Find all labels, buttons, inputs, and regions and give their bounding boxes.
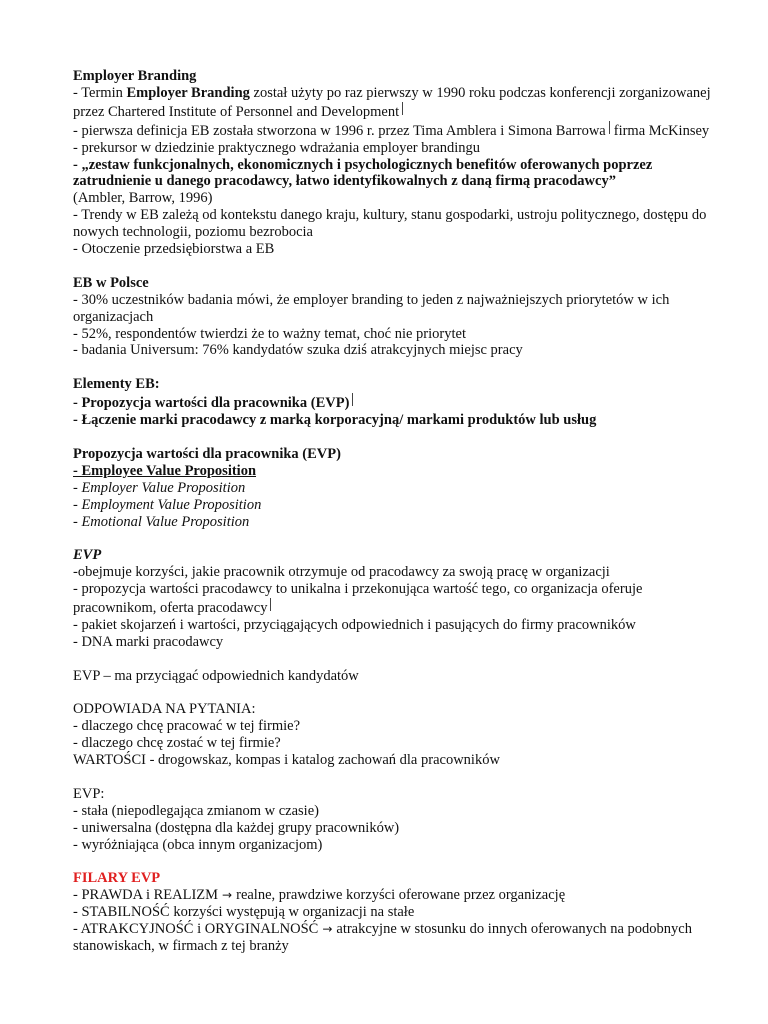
list-item: - 52%, respondentów twierdzi że to ważny temat, choć nie priorytet [73,325,466,342]
paragraph-evp-przyciaga: EVP – ma przyciągać odpowiednich kandydatów [73,667,359,684]
list-item: - wyróżniająca (obca innym organizacjom) [73,836,323,853]
paragraph-quote-definition: - „zestaw funkcjonalnych, ekonomicznych i psychologicznych benefitów oferowanych poprzez zatrudnienie u danego pracodawcy, łatwo identyfikowalnych z daną firmą pracodawcy” [73,156,653,190]
spacer [73,854,713,871]
footnote-marker-icon [352,393,355,406]
list-item: - Łączenie marki pracodawcy z marką korporacyjną/ markami produktów lub usług [73,412,597,429]
spacer [73,359,713,376]
text-segment: - Propozycja wartości dla pracownika (EVP) [73,395,350,412]
paragraph-trendy: - Trendy w EB zależą od kontekstu danego kraju, kultury, stanu gospodarki, ustroju politycznego, dostępu do nowych technologii, poziomu bezrobocia [73,207,707,241]
heading-elementy-eb: Elementy EB: [73,376,160,393]
footnote-marker-icon [402,102,405,115]
spacer [73,651,713,668]
list-item: - badania Universum: 76% kandydatów szuka dziś atrakcyjnych miejsc pracy [73,342,523,359]
paragraph-definicja [73,121,713,157]
list-item: - pakiet skojarzeń i wartości, przyciągających odpowiednich i pasujących do firmy pracowników [73,616,636,633]
heading-evp-cechy: EVP: [73,785,105,802]
paragraph-wartosci: WARTOŚCI - drogowskaz, kompas i katalog zachowań dla pracowników [73,752,500,769]
list-item: - uniwersalna (dostępna dla każdej grupy pracowników) [73,819,400,836]
text-segment: został użyty po raz pierwszy w 1990 roku podczas konferencji zorganizowanej przez Chartered Institute of Personnel and Development [73,84,711,120]
spacer [73,685,713,702]
spacer [73,769,713,786]
heading-odpowiada: ODPOWIADA NA PYTANIA: [73,701,256,718]
footnote-marker-icon [609,121,612,134]
heading-employer-branding: Employer Branding [73,68,197,84]
list-item [73,393,713,412]
list-item [73,581,713,617]
list-item [73,921,713,955]
list-item: - STABILNOŚĆ korzyści występują w organizacji na stałe [73,904,415,921]
heading-filary-evp: FILARY EVP [73,870,161,887]
heading-eb-w-polsce: EB w Polsce [73,274,149,291]
list-item: - dlaczego chcę zostać w tej firmie? [73,735,281,752]
arrow-right-icon: → [222,888,233,903]
list-item: - stała (niepodlegająca zmianom w czasie) [73,802,319,819]
arrow-right-icon: → [322,922,333,937]
document-body [73,68,713,955]
spacer [73,429,713,446]
list-item [73,887,713,904]
list-item: -obejmuje korzyści, jakie pracownik otrzymuje od pracodawcy za swoją pracę w organizacji [73,564,610,581]
text-segment: - ATRAKCYJNOŚĆ i ORYGINALNOŚĆ [73,921,319,938]
text-segment: - Termin [73,84,127,101]
list-item: - Employment Value Proposition [73,496,262,513]
text-segment: atrakcyjne w stosunku do innych oferowanych na podobnych stanowiskach, w firmach z tej branży [73,921,692,955]
list-item: - Employer Value Proposition [73,479,246,496]
list-item: - 30% uczestników badania mówi, że employer branding to jeden z najważniejszych priorytetów w ich organizacjach [73,291,670,325]
paragraph-otoczenie: - Otoczenie przedsiębiorstwa a EB [73,241,275,258]
citation: (Ambler, Barrow, 1996) [73,190,213,207]
text-segment: - propozycja wartości pracodawcy to unikalna i przekonująca wartość tego, co organizacja oferuje pracownikom, oferta pracodawcy [73,581,643,617]
list-item: - Employee Value Proposition [73,462,257,479]
heading-propozycja: Propozycja wartości dla pracownika (EVP) [73,445,341,462]
spacer [73,258,713,275]
list-item: - dlaczego chcę pracować w tej firmie? [73,718,301,735]
text-segment: firma McKinsey - prekursor w dziedzinie praktycznego wdrażania employer brandingu [73,122,710,156]
spacer [73,530,713,547]
text-segment: - PRAWDA i REALIZM [73,887,219,904]
footnote-marker-icon [270,598,273,611]
bold-term: Employer Branding [126,84,250,101]
heading-evp: EVP [73,547,102,564]
list-item: - Emotional Value Proposition [73,513,250,530]
text-segment: - pierwsza definicja EB została stworzona w 1996 r. przez Tima Amblera i Simona Barrowa [73,122,606,139]
list-item: - DNA marki pracodawcy [73,633,224,650]
paragraph-termin [73,85,713,121]
text-segment: realne, prawdziwe korzyści oferowane przez organizację [236,887,566,904]
